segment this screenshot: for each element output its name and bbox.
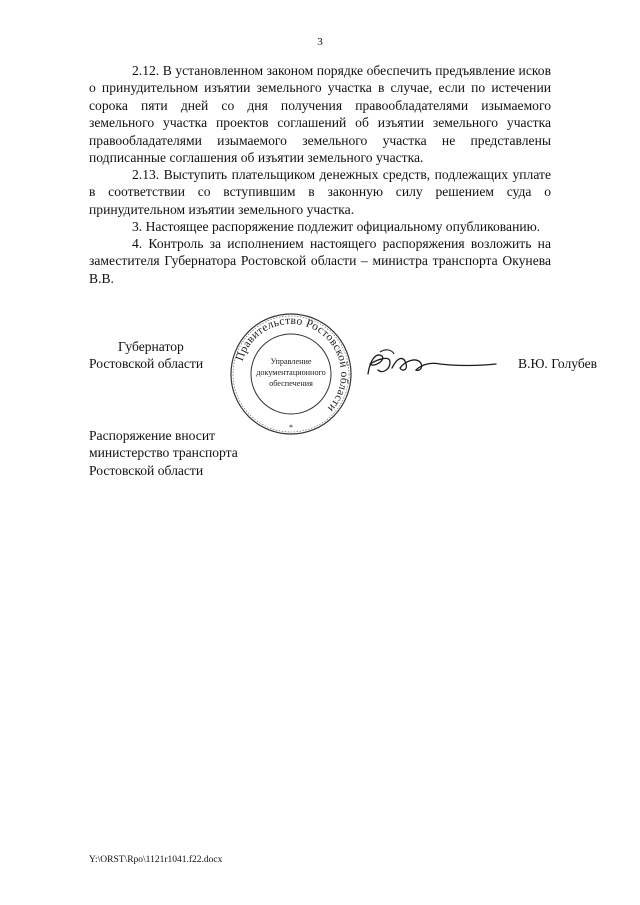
- paragraph-3: 3. Настоящее распоряжение подлежит официальному опубликованию.: [132, 219, 541, 234]
- submitted-by-line2: министерство транспорта: [89, 445, 238, 461]
- signatory-title-line2: Ростовской области: [89, 356, 204, 372]
- file-path: Y:\ORST\Rpo\1121r1041.f22.docx: [89, 855, 223, 865]
- handwritten-signature: [360, 346, 500, 382]
- signatory-title-line1: Губернатор: [118, 339, 184, 354]
- official-seal: [229, 312, 353, 436]
- page-number: 3: [317, 36, 323, 48]
- signatory-title: [89, 338, 203, 373]
- submitted-by-line3: Ростовской области: [89, 462, 204, 478]
- seal-outer-text: Правительство Ростовской области: [233, 314, 351, 415]
- seal-inner-line1: Управление: [270, 357, 312, 366]
- paragraph-4: 4. Контроль за исполнением настоящего распоряжения возложить на заместителя Губернатора Ростовской области – министра транспорта Окунева В.В.: [89, 236, 551, 286]
- seal-inner-line3: обеспечения: [269, 379, 313, 388]
- seal-inner-line2: документационного: [256, 368, 326, 377]
- paragraph-2-12: 2.12. В установленном законом порядке обеспечить предъявление исков о принудительном изъятии земельного участка в случае, если по истечении сорока пяти дней со дня получения правообладателями изымаемого земельного участка проектов соглашений об изъятии земельного участка правообладателями изымаемого земельного участка не представлены подписанные соглашения об изъятии земельного участка.: [89, 63, 551, 166]
- submitted-by-line1: Распоряжение вносит: [89, 428, 216, 443]
- svg-text:*: *: [289, 423, 293, 432]
- paragraph-2-13: 2.13. Выступить плательщиком денежных средств, подлежащих уплате в соответствии со вступившим в законную силу решением суда о принудительном изъятии земельного участка.: [89, 167, 551, 217]
- signatory-name: В.Ю. Голубев: [518, 356, 598, 371]
- submitted-by: [89, 427, 238, 479]
